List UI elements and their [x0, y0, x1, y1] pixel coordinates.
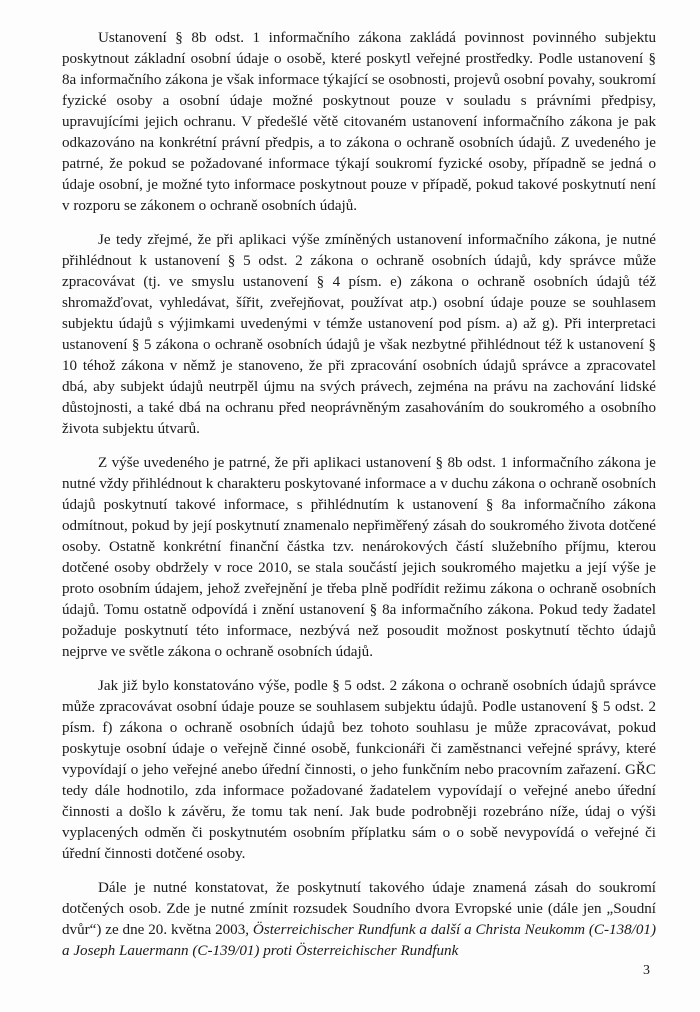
page-number: 3: [643, 963, 650, 978]
paragraph-1: Ustanovení § 8b odst. 1 informačního zákona zakládá povinnost povinného subjektu poskytnout základní osobní údaje o osobě, které poskytl veřejné prostředky. Podle ustanovení § 8a informačního zákona je však informace týkající se osobnosti, projevů osobní povahy, soukromí fyzické osoby a osobní údaje možné poskytnout pouze v souladu s právními předpisy, upravujícími jejich ochranu. V předešlé větě citovaném ustanovení informačního zákona je pak odkazováno na konkrétní právní předpis, a to zákona o ochraně osobních údajů. Z uvedeného je patrné, že pokud se požadované informace týkají soukromí fyzické osoby, případně se jedná o údaje osobní, je možné tyto informace poskytnout pouze v případě, pokud takové poskytnutí není v rozporu se zákonem o ochraně osobních údajů.: [62, 30, 656, 214]
paragraph-2: Je tedy zřejmé, že při aplikaci výše zmíněných ustanovení informačního zákona, je nutné přihlédnout k ustanovení § 5 odst. 2 zákona o ochraně osobních údajů, kdy správce může zpracovávat (tj. ve smyslu ustanovení § 4 písm. e) zákona o ochraně osobních údajů též shromažďovat, vyhledávat, šířit, zveřejňovat, používat atp.) osobní údaje pouze se souhlasem subjektu údajů s výjimkami uvedenými v témže ustanovení pod písm. a) až g). Při interpretaci ustanovení § 5 zákona o ochraně osobních údajů je však nezbytné přihlédnout též k ustanovení § 10 téhož zákona v němž je stanoveno, že při zpracování osobních údajů správce a zpracovatel dbá, aby subjekt údajů neutrpěl újmu na svých právech, zejména na právu na zachování lidské důstojnosti, a také dbá na ochranu před neoprávněným zasahováním do soukromého a osobního života subjektu útvarů.: [62, 232, 656, 437]
paragraph-5: [62, 878, 656, 962]
paragraph-5-text: Dále je nutné konstatovat, že poskytnutí takového údaje znamená zásah do soukromí dotčených osob. Zde je nutné zmínit rozsudek Soudního dvora Evropské unie (dále jen „Soudní dvůr“) ze dne 20. května 2003,: [62, 880, 656, 938]
paragraph-4: Jak již bylo konstatováno výše, podle § 5 odst. 2 zákona o ochraně osobních údajů správce může zpracovávat osobní údaje pouze se souhlasem subjektu údajů. Podle ustanovení § 5 odst. 2 písm. f) zákona o ochraně osobních údajů bez tohoto souhlasu je může zpracovávat, pokud poskytuje osobní údaje o veřejně činné osobě, funkcionáři či zaměstnanci veřejné správy, které vypovídají o jeho veřejné anebo úřední činnosti, o jeho funkčním nebo pracovním zařazení. GŘC tedy dále hodnotilo, zda informace požadované žadatelem vypovídají o veřejné anebo úřední činnosti a došlo k závěru, že tomu tak není. Jak bude podrobněji rozebráno níže, údaj o výši vyplacených odměn či poskytnutém osobním příplatku sám o o sobě nevypovídá o veřejné či úřední činnosti dotčené osoby.: [62, 678, 656, 862]
paragraph-3: Z výše uvedeného je patrné, že při aplikaci ustanovení § 8b odst. 1 informačního zákona je nutné vždy přihlédnout k charakteru poskytované informace a v duchu zákona o ochraně osobních údajů poskytnutí takové informace, s přihlédnutím k ustanovení § 8a informačního zákona odmítnout, pokud by její poskytnutí znamenalo nepřiměřený zásah do soukromého života dotčené osoby. Ostatně konkrétní finanční částka tzv. nenárokových částí služebního příjmu, kterou dotčené osoby obdržely v roce 2010, se stala součástí jejich soukromého majetku a její výše je proto osobním údajem, jehož zveřejnění je třeba plně podřídit režimu zákona o ochraně osobních údajů. Tomu ostatně odpovídá i znění ustanovení § 8a informačního zákona. Pokud tedy žadatel požaduje poskytnutí této informace, nezbývá než posoudit možnost poskytnutí těchto údajů nejprve ve světle zákona o ochraně osobních údajů.: [62, 455, 656, 660]
case-citation: Österreichischer Rundfunk a další a Christa Neukomm (C-138/01) a Joseph Lauermann (C-139/01) proti Österreichischer Rundfunk: [62, 922, 656, 959]
document-body: [62, 28, 656, 975]
